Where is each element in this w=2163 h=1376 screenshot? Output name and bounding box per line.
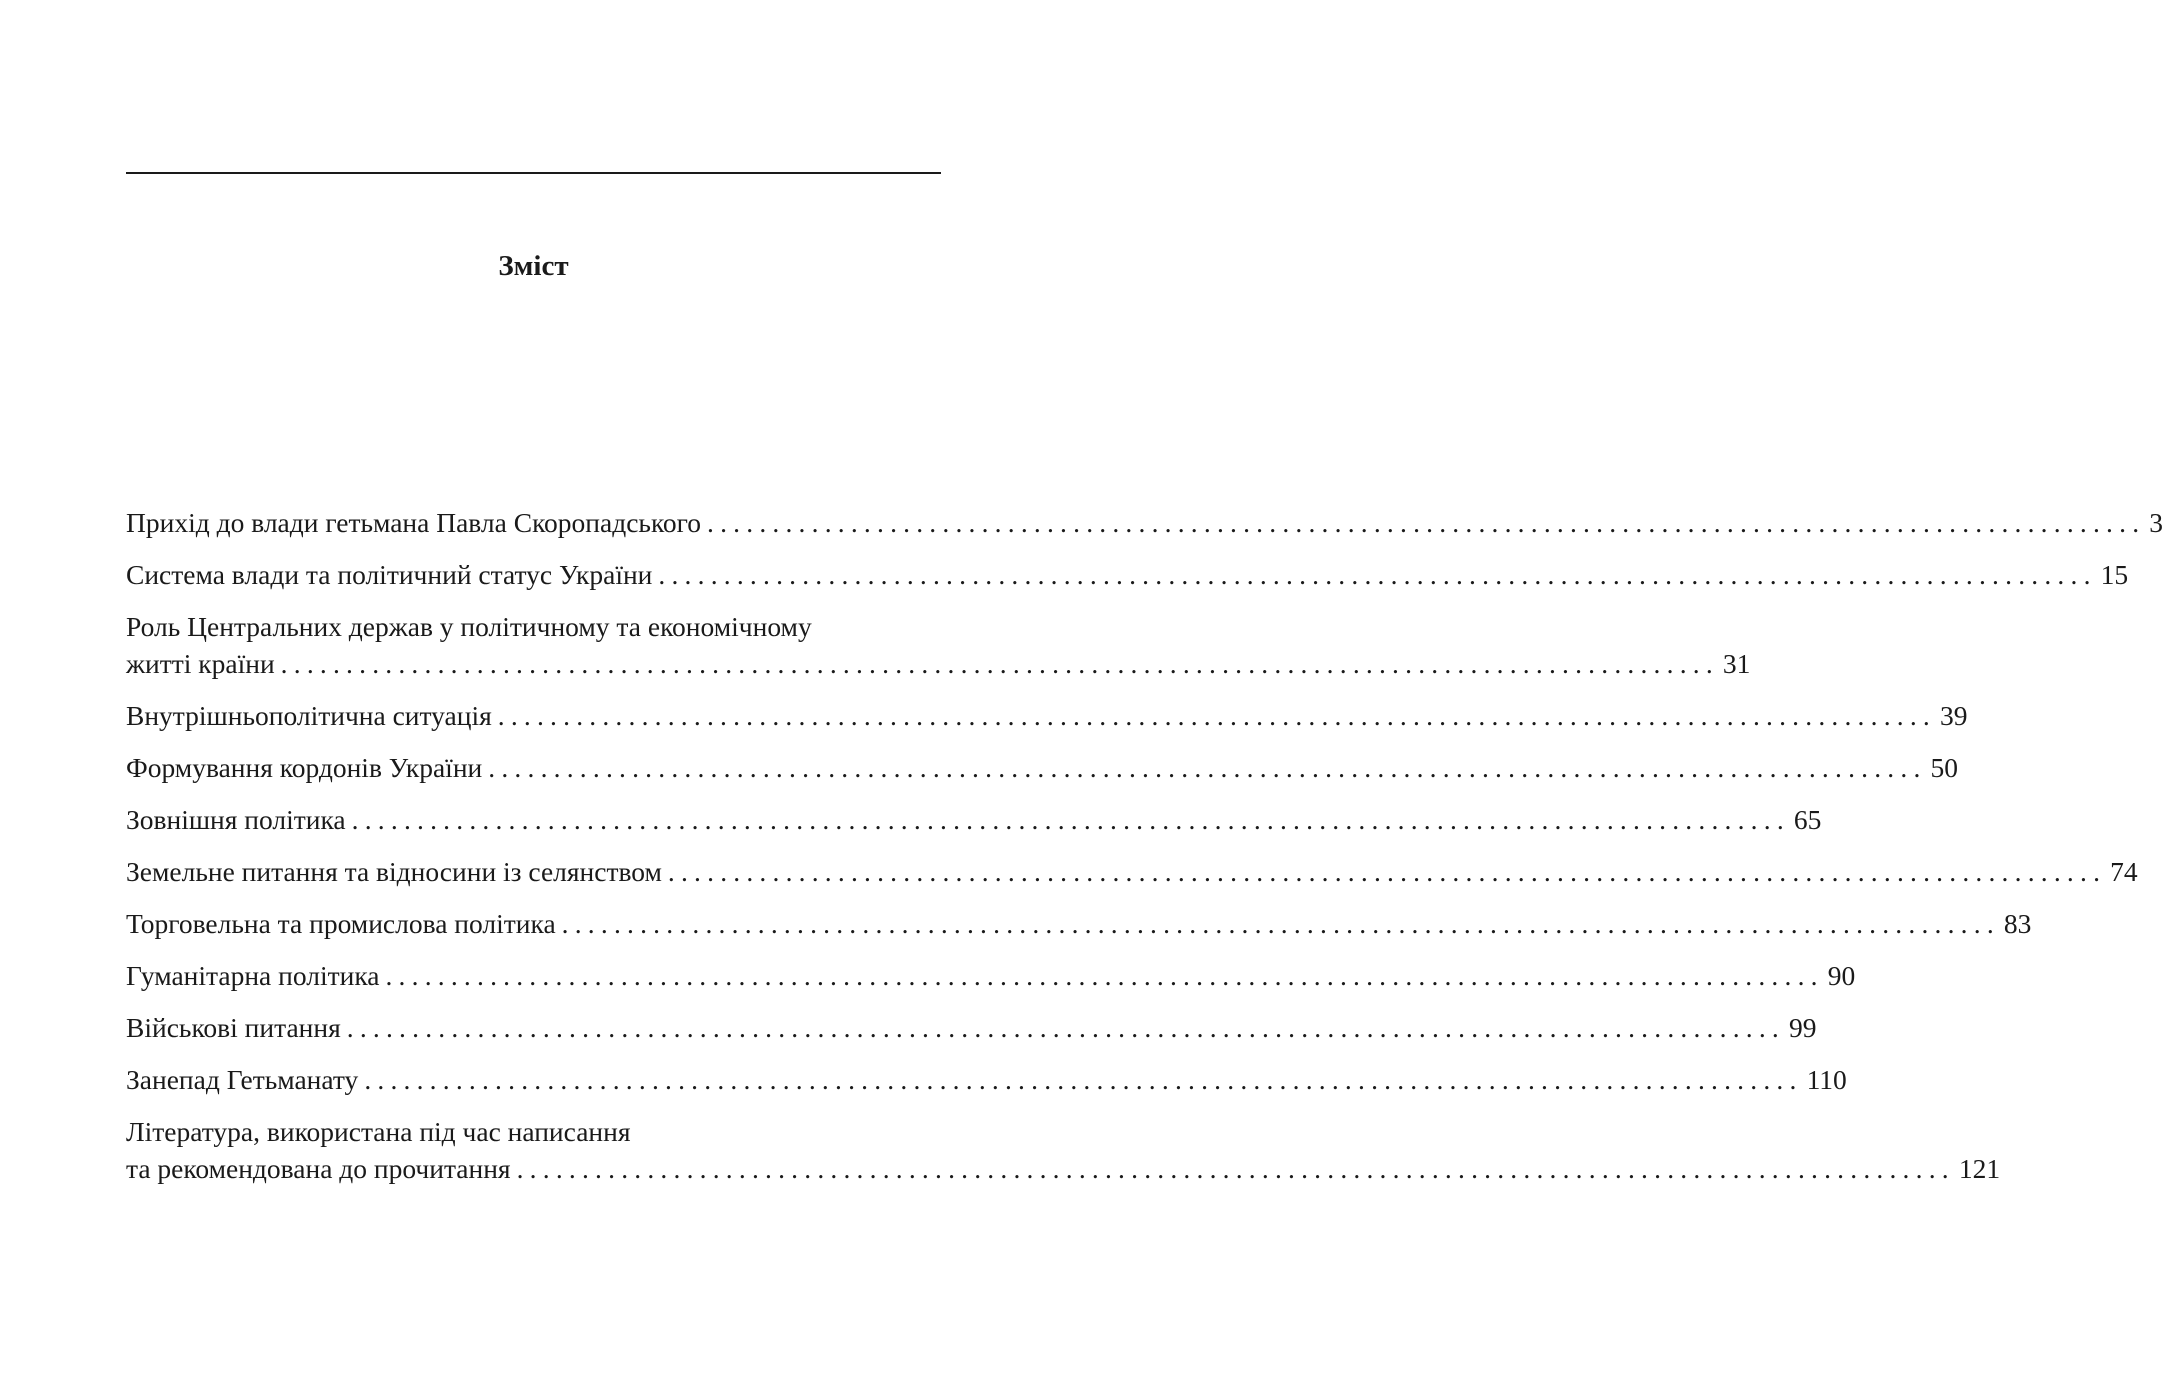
toc-entry-title: Земельне питання та відносини із селянством (126, 856, 662, 887)
toc-page-number: 99 (1789, 1012, 1817, 1043)
toc-entry[interactable] (126, 801, 1822, 838)
toc-entry[interactable] (126, 1009, 1817, 1046)
toc-entry-title-line: та рекомендована до прочитання (126, 1153, 511, 1184)
toc-entry-title-line: Література, використана під час написання (126, 1116, 631, 1147)
toc-page-number: 74 (2110, 856, 2138, 887)
toc-entry-title-line: житті країни (126, 648, 275, 679)
toc-entry-title: Внутрішньополітична ситуація (126, 700, 492, 731)
dot-leader: .............................................................................................................. (346, 1012, 1785, 1043)
dot-leader: .............................................................................................................. (658, 559, 2097, 590)
dot-leader: .............................................................................................................. (516, 1153, 1955, 1184)
toc-page-number: 50 (1930, 752, 1959, 783)
toc-page-number: 121 (1958, 1153, 2001, 1184)
dot-leader: .............................................................................................................. (351, 804, 1790, 835)
toc-entry-title: Гуманітарна політика (126, 960, 380, 991)
toc-entry-title: Зовнішня політика (126, 804, 346, 835)
toc-entry[interactable] (126, 905, 2032, 942)
toc-entry-title: Система влади та політичний статус України (126, 559, 653, 590)
toc-page-number: 65 (1793, 804, 1822, 835)
page-title: Зміст (498, 250, 569, 282)
toc-entry[interactable] (126, 697, 1968, 734)
toc-page-number: 90 (1827, 960, 1856, 991)
toc-entry-title: Торговельна та промислова політика (126, 908, 556, 939)
toc-entry[interactable] (126, 504, 2163, 541)
toc-entry[interactable] (126, 608, 1751, 682)
toc-page-number: 15 (2100, 559, 2129, 590)
dot-leader: .............................................................................................................. (561, 908, 2000, 939)
toc-entry[interactable] (126, 749, 1959, 786)
toc-page-number: 3 (2149, 507, 2163, 538)
toc-entry[interactable] (126, 957, 1856, 994)
dot-leader: .............................................................................................................. (497, 700, 1936, 731)
dot-leader: .............................................................................................................. (667, 856, 2107, 887)
dot-leader: .............................................................................................................. (364, 1064, 1803, 1095)
dot-leader: .............................................................................................................. (707, 507, 2146, 538)
dot-leader: .............................................................................................................. (385, 960, 1824, 991)
toc-entry-title: Військові питання (126, 1012, 341, 1043)
dot-leader: .............................................................................................................. (488, 752, 1927, 783)
toc-page-number: 31 (1722, 648, 1751, 679)
toc-entry-title: Занепад Гетьманату (126, 1064, 359, 1095)
toc-entry[interactable] (126, 1061, 1847, 1098)
top-rule (126, 172, 941, 174)
toc-page-number: 39 (1940, 700, 1968, 731)
toc-page-number: 83 (2003, 908, 2032, 939)
toc-entry-title: Прихід до влади гетьмана Павла Скоропадського (126, 507, 702, 538)
toc-entry-title-line: Роль Центральних держав у політичному та економічному (126, 611, 812, 642)
toc-entry[interactable] (126, 1113, 2001, 1187)
toc-entry-title: Формування кордонів України (126, 752, 483, 783)
table-of-contents (126, 504, 2163, 1202)
toc-entry[interactable] (126, 853, 2138, 890)
dot-leader: .............................................................................................................. (280, 648, 1719, 679)
toc-entry[interactable] (126, 556, 2129, 593)
toc-page-number: 110 (1806, 1064, 1847, 1095)
